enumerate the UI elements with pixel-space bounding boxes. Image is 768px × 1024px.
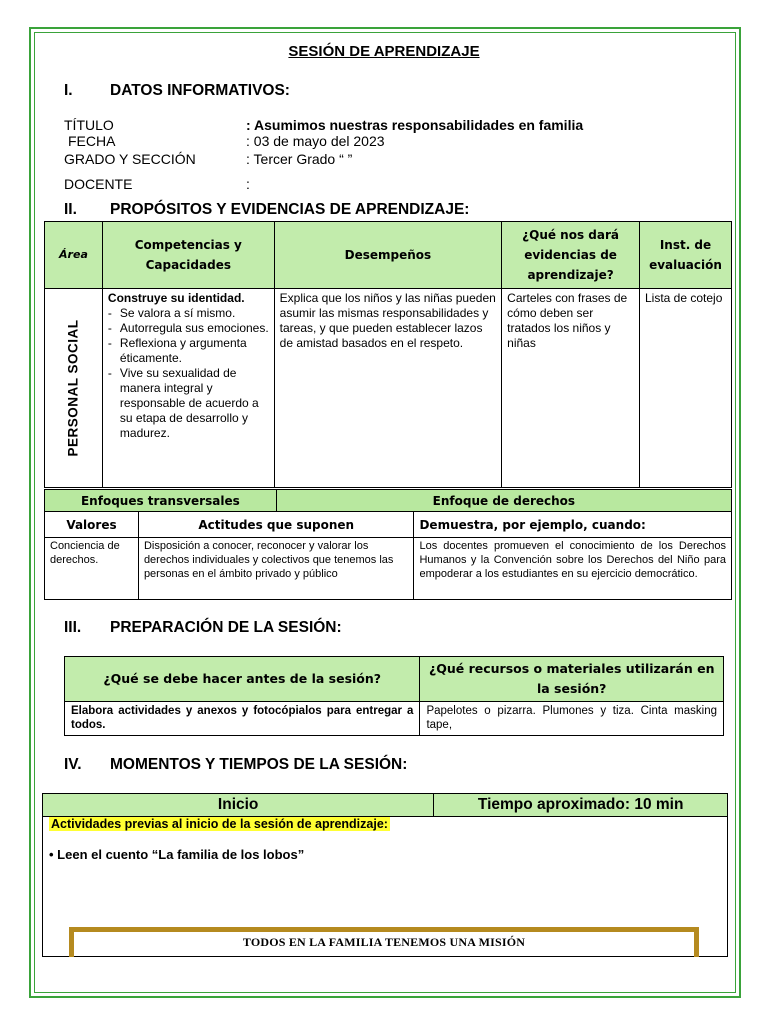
section-2-number: II. bbox=[64, 201, 77, 218]
docente-value: : bbox=[246, 176, 250, 192]
header-evidencias: ¿Qué nos dará evidencias de aprendizaje? bbox=[502, 222, 640, 289]
story-title: TODOS EN LA FAMILIA TENEMOS UNA MISIÓN bbox=[242, 935, 526, 949]
purposes-content-row bbox=[45, 289, 732, 488]
valores-header: Valores bbox=[45, 512, 139, 538]
section-1-number: I. bbox=[64, 82, 73, 99]
header-competencias: Competencias y Capacidades bbox=[102, 222, 274, 289]
capacidad-item: - Vive su sexualidad de manera integral y responsable de acuerdo a su etapa de desarrollo y madurez. bbox=[108, 366, 269, 441]
preparation-content-row bbox=[65, 702, 724, 736]
valor-cell: Conciencia de derechos. bbox=[45, 538, 139, 600]
grado-value: : Tercer Grado “ ” bbox=[246, 151, 353, 167]
enfoques-table bbox=[44, 489, 732, 600]
docente-label: DOCENTE bbox=[64, 176, 133, 192]
enfoques-header-row bbox=[45, 490, 732, 512]
header-area: Área bbox=[45, 222, 103, 289]
leen-cuento-item: • Leen el cuento “La familia de los lobos” bbox=[49, 847, 305, 862]
enfoque-derechos-label: Enfoque de derechos bbox=[276, 490, 731, 512]
actividades-previas-highlight: Actividades previas al inicio de la sesión de aprendizaje: bbox=[51, 817, 388, 831]
antes-cell: Elabora actividades y anexos y fotocópialos para entregar a todos. bbox=[65, 702, 420, 736]
area-cell bbox=[45, 289, 103, 488]
recursos-cell: Papelotes o pizarra. Plumones y tiza. Cinta masking tape, bbox=[420, 702, 724, 736]
capacidad-item: - Autorregula sus emociones. bbox=[108, 321, 269, 336]
purposes-header-row bbox=[45, 222, 732, 289]
actitud-cell: Disposición a conocer, reconocer y valorar los derechos individuales y colectivos que tenemos las personas en el ámbito privado y público bbox=[138, 538, 414, 600]
header-desempenos: Desempeños bbox=[274, 222, 502, 289]
preparation-header-row bbox=[65, 657, 724, 702]
evidencia-cell: Carteles con frases de cómo deben ser tratados los niños y niñas bbox=[502, 289, 640, 488]
moments-header-row bbox=[43, 794, 728, 817]
actitudes-header: Actitudes que suponen bbox=[138, 512, 414, 538]
tiempo-header: Tiempo aproximado: 10 min bbox=[434, 794, 728, 817]
enfoques-subheader-row bbox=[45, 512, 732, 538]
ejemplo-cell: Los docentes promueven el conocimiento de los Derechos Humanos y la Convención sobre los Derechos del Niño para empoderar a los estudiantes en su ejercicio democrático. bbox=[414, 538, 732, 600]
inicio-header: Inicio bbox=[43, 794, 434, 817]
section-4-number: IV. bbox=[64, 756, 82, 773]
competencia-title: Construye su identidad. bbox=[107, 291, 245, 305]
enfoques-transversales-label: Enfoques transversales bbox=[45, 490, 277, 512]
fecha-value: : 03 de mayo del 2023 bbox=[246, 133, 385, 149]
header-instrumento: Inst. de evaluación bbox=[640, 222, 732, 289]
titulo-value: : Asumimos nuestras responsabilidades en familia bbox=[246, 117, 584, 133]
document-title: SESIÓN DE APRENDIZAJE bbox=[288, 43, 480, 60]
grado-label: GRADO Y SECCIÓN bbox=[64, 151, 196, 167]
antes-header: ¿Qué se debe hacer antes de la sesión? bbox=[65, 657, 420, 702]
area-label: PERSONAL SOCIAL bbox=[65, 319, 81, 457]
section-4-title: MOMENTOS Y TIEMPOS DE LA SESIÓN: bbox=[110, 756, 408, 773]
fecha-label: FECHA bbox=[68, 133, 116, 149]
section-2-title: PROPÓSITOS Y EVIDENCIAS DE APRENDIZAJE: bbox=[110, 201, 470, 218]
competencias-cell bbox=[102, 289, 274, 488]
section-3-title: PREPARACIÓN DE LA SESIÓN: bbox=[110, 619, 342, 636]
capacidades-list bbox=[108, 306, 269, 441]
enfoques-content-row bbox=[45, 538, 732, 600]
moments-table bbox=[42, 793, 728, 817]
recursos-header: ¿Qué recursos o materiales utilizarán en la sesión? bbox=[420, 657, 724, 702]
section-3-number: III. bbox=[64, 619, 82, 636]
demuestra-header: Demuestra, por ejemplo, cuando: bbox=[414, 512, 732, 538]
section-1-title: DATOS INFORMATIVOS: bbox=[110, 82, 290, 99]
instrumento-cell: Lista de cotejo bbox=[640, 289, 732, 488]
capacidad-item: - Reflexiona y argumenta éticamente. bbox=[108, 336, 269, 366]
capacidad-item: - Se valora a sí mismo. bbox=[108, 306, 269, 321]
purposes-table bbox=[44, 221, 732, 488]
titulo-label: TÍTULO bbox=[64, 117, 114, 133]
preparation-table bbox=[64, 656, 724, 736]
desempeno-cell: Explica que los niños y las niñas pueden asumir las mismas responsabilidades y tareas, y que pueden establecer lazos de amistad basados en el respeto. bbox=[274, 289, 502, 488]
story-title-box bbox=[69, 927, 699, 957]
